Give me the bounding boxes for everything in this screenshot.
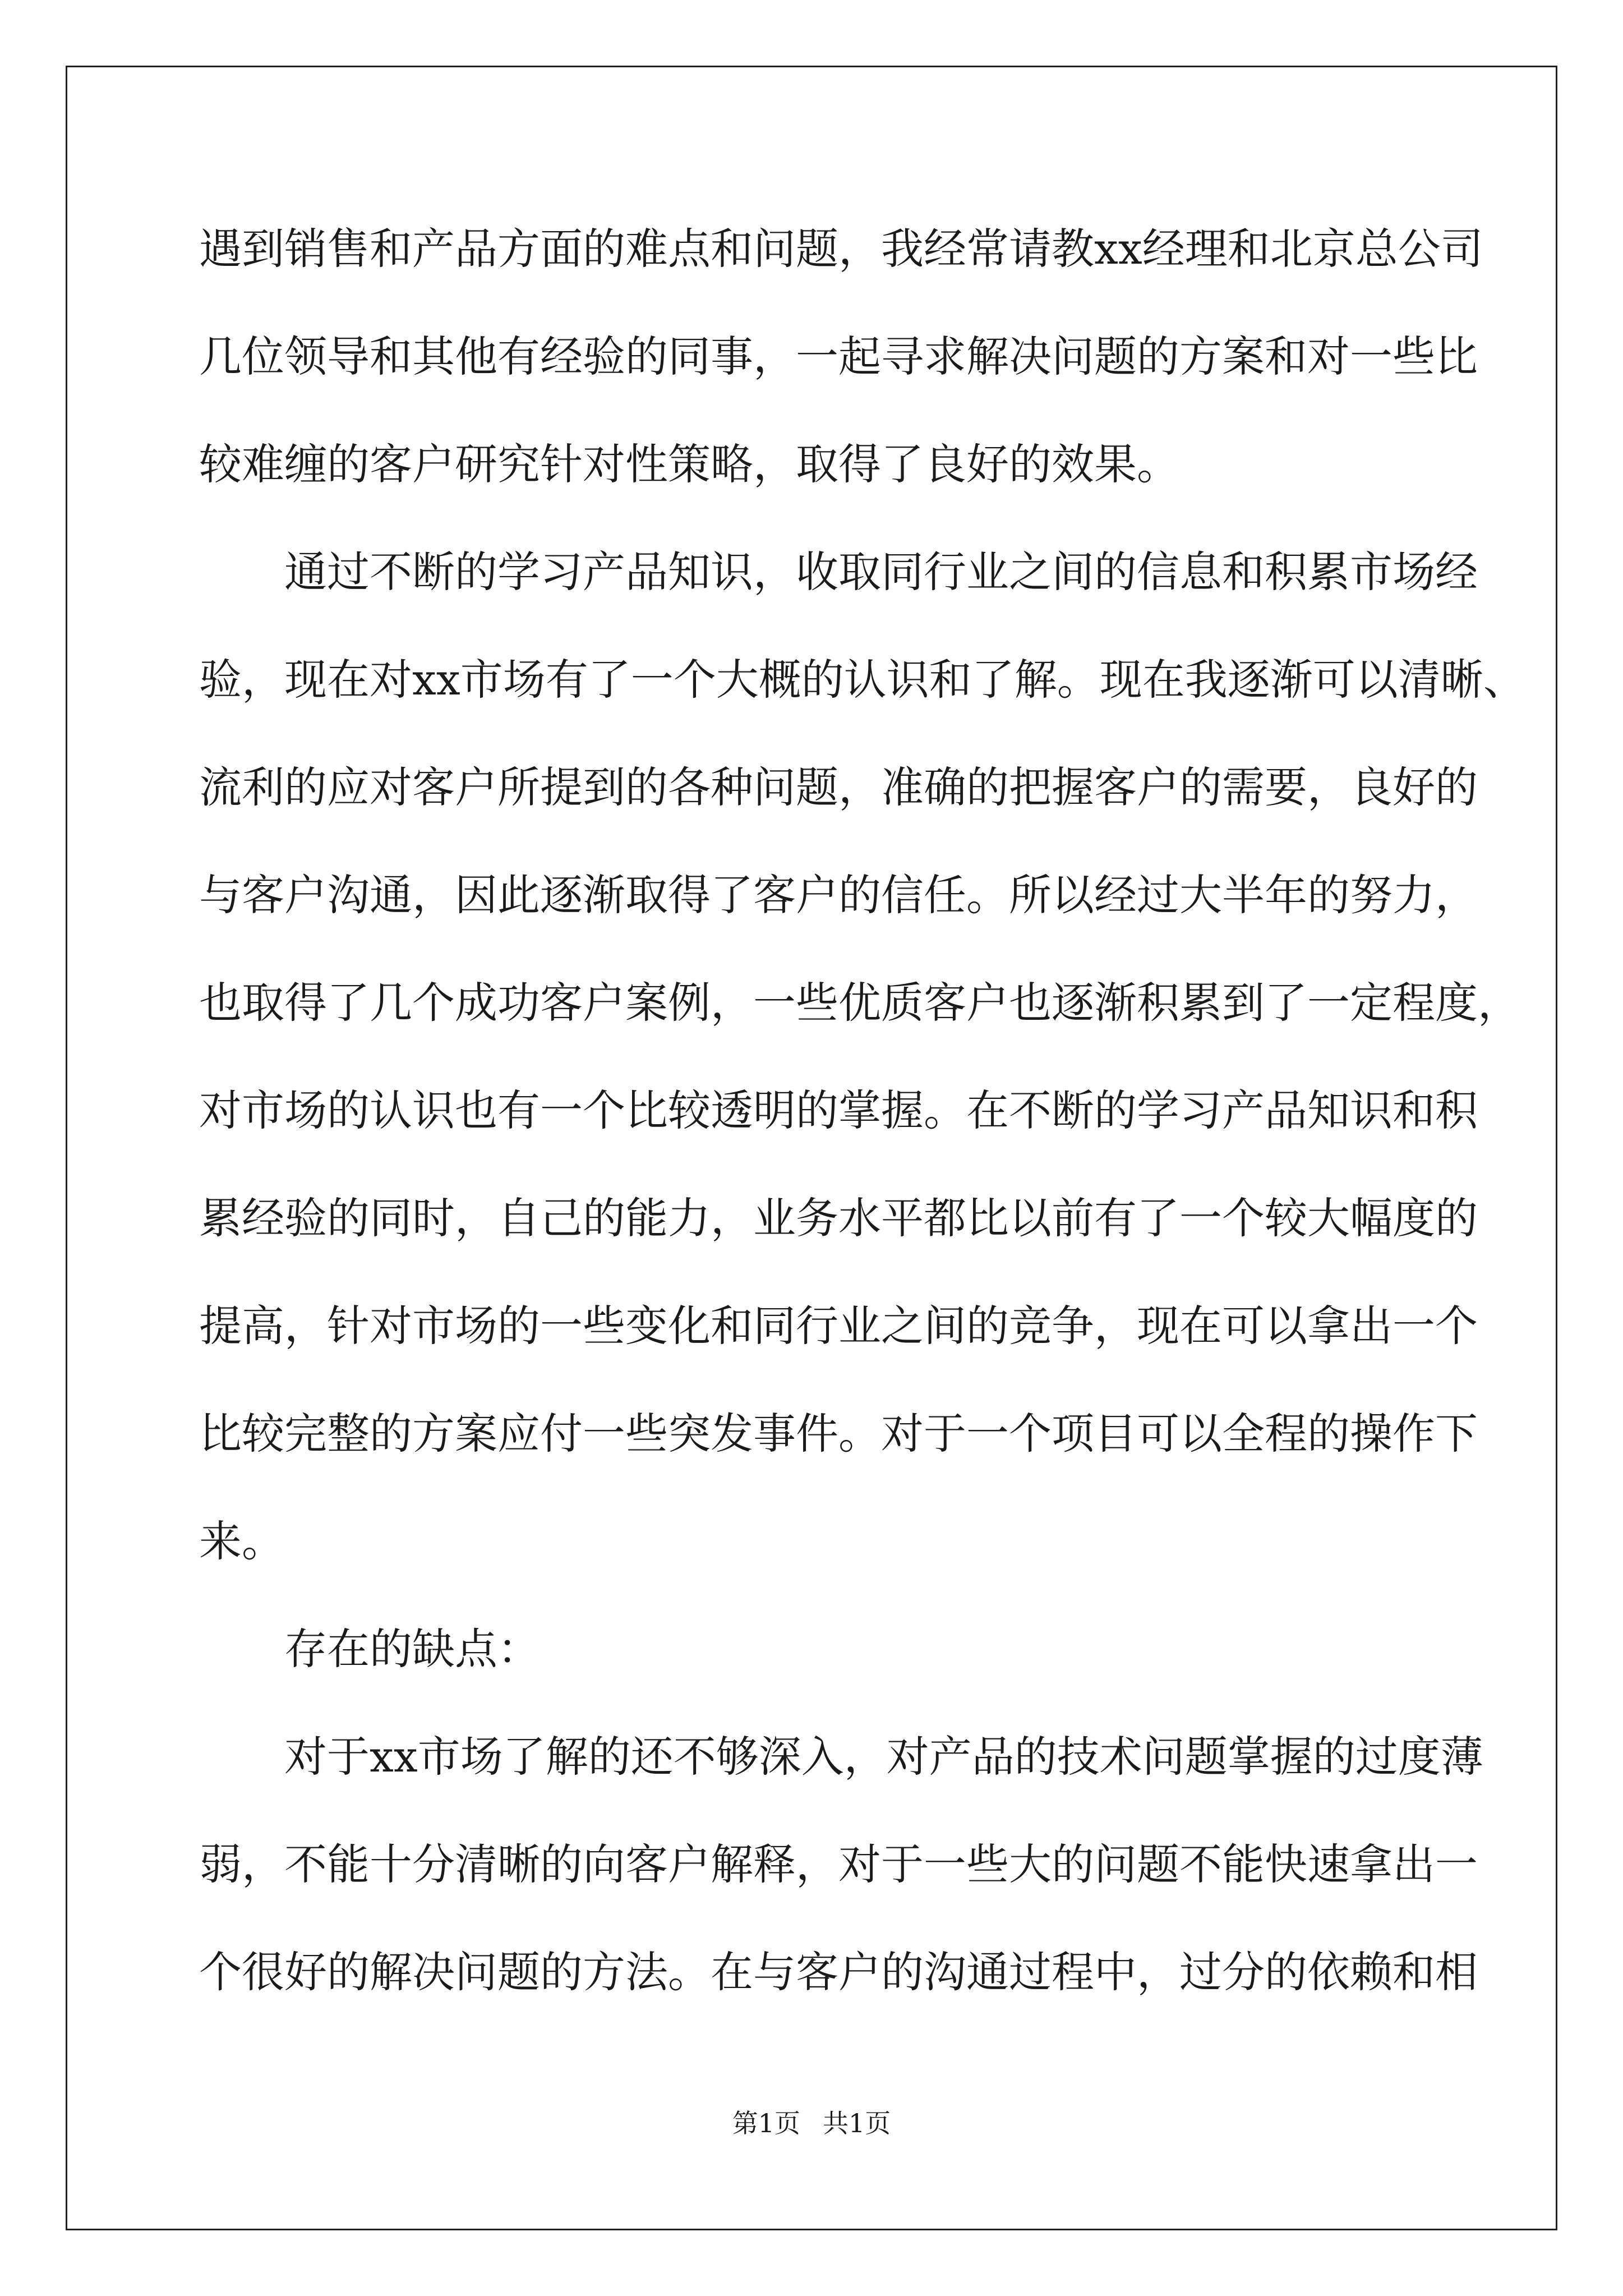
page-total: 共1页: [823, 2108, 891, 2138]
page-footer: [0, 2106, 1623, 2140]
text-line: 对市场的认识也有一个比较透明的掌握。在不断的学习产品知识和积: [199, 1085, 1478, 1135]
paragraph-start-line: 对于xx市场了解的还不够深入，对产品的技术问题掌握的过度薄: [284, 1732, 1483, 1782]
text-line: 遇到销售和产品方面的难点和问题，我经常请教xx经理和北京总公司: [199, 224, 1483, 274]
text-line: 个很好的解决问题的方法。在与客户的沟通过程中，过分的依赖和相: [199, 1947, 1478, 1997]
text-line: 与客户沟通，因此逐渐取得了客户的信任。所以经过大半年的努力，: [199, 870, 1478, 920]
text-line: 比较完整的方案应付一些突发事件。对于一个项目可以全程的操作下: [199, 1409, 1478, 1458]
paragraph-start-line: 通过不断的学习产品知识，收取同行业之间的信息和积累市场经: [284, 547, 1478, 597]
text-line: 几位领导和其他有经验的同事，一起寻求解决问题的方案和对一些比: [199, 332, 1478, 381]
text-line: 弱，不能十分清晰的向客户解释，对于一些大的问题不能快速拿出一: [199, 1839, 1478, 1889]
document-body: [199, 216, 1526, 2047]
text-line: 也取得了几个成功客户案例，一些优质客户也逐渐积累到了一定程度，: [199, 978, 1520, 1028]
text-line: 较难缠的客户研究针对性策略，取得了良好的效果。: [199, 439, 1179, 489]
text-line: 验，现在对xx市场有了一个大概的认识和了解。现在我逐渐可以清晰、: [199, 655, 1526, 705]
text-line: 累经验的同时，自己的能力，业务水平都比以前有了一个较大幅度的: [199, 1193, 1478, 1243]
section-heading: 存在的缺点：: [284, 1624, 540, 1674]
text-line: 来。: [199, 1516, 284, 1566]
text-line: 提高，针对市场的一些变化和同行业之间的竞争，现在可以拿出一个: [199, 1301, 1478, 1351]
text-line: 流利的应对客户所提到的各种问题，准确的把握客户的需要，良好的: [199, 762, 1478, 812]
page-number: 第1页: [732, 2108, 800, 2138]
